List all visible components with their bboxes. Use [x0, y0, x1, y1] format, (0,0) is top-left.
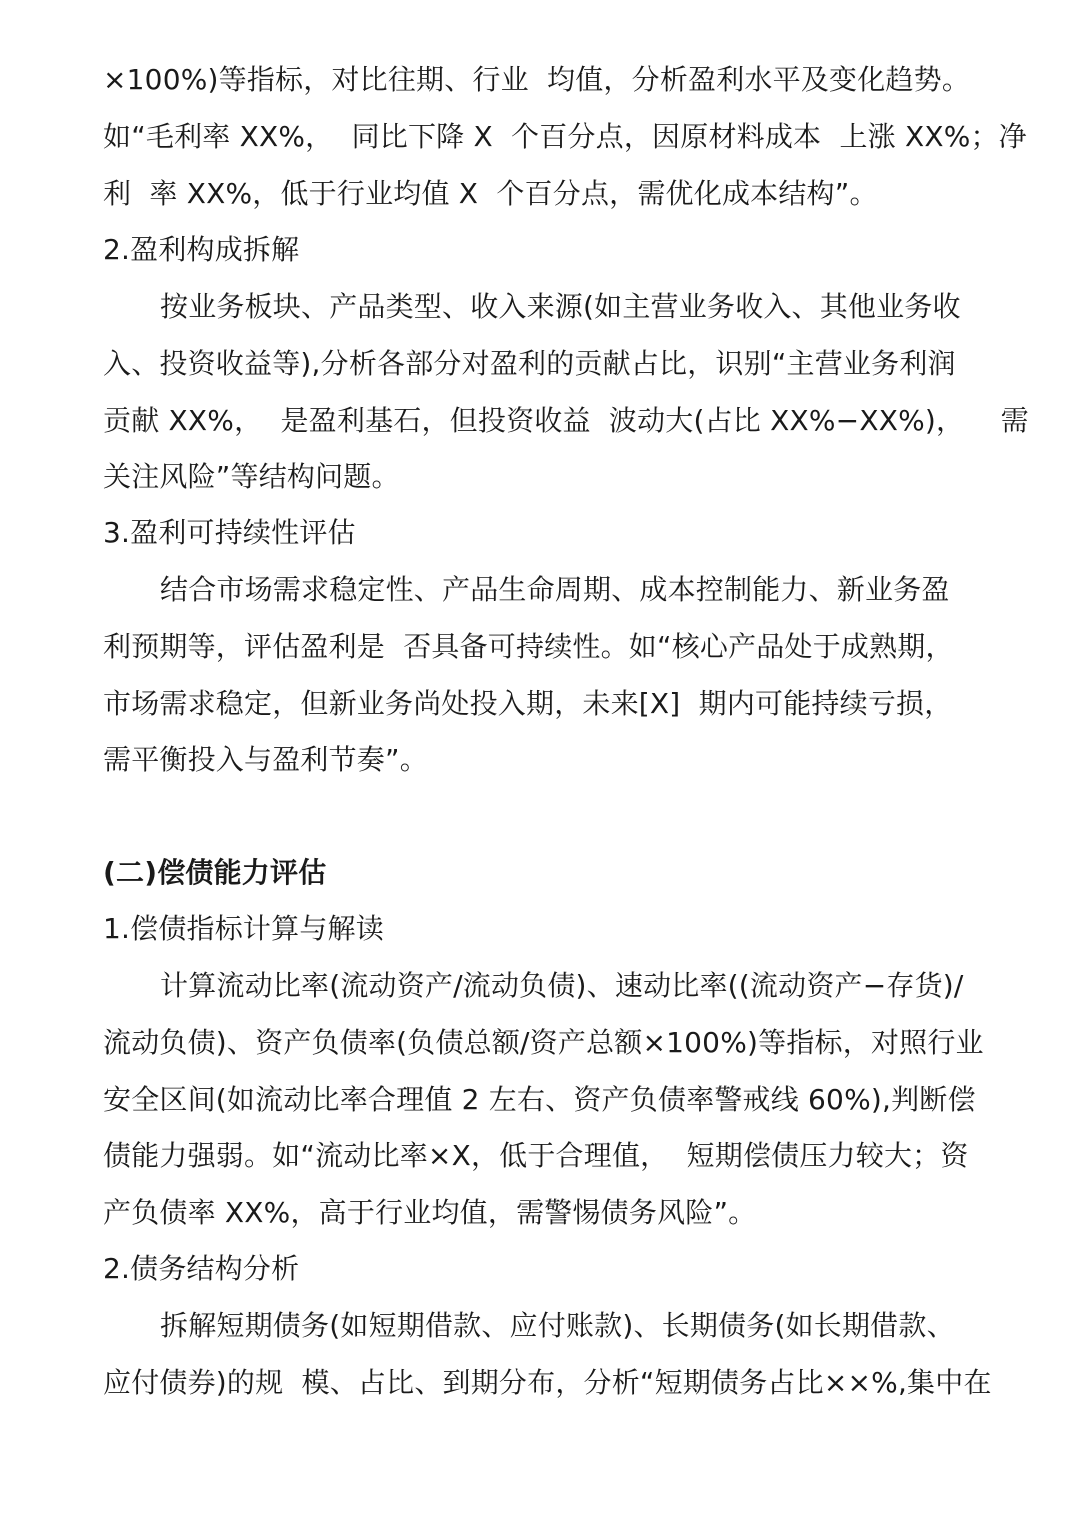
- subsection-heading: 2.盈利构成拆解: [103, 233, 300, 266]
- paragraph-line: 拆解短期债务(如短期借款、应付账款)、长期债务(如长期借款、: [160, 1309, 955, 1342]
- section-heading: (二)偿债能力评估: [103, 856, 327, 889]
- paragraph-line: 计算流动比率(流动资产/流动负债)、速动比率((流动资产−存货)/: [160, 969, 964, 1002]
- subsection-heading: 3.盈利可持续性评估: [103, 516, 356, 549]
- paragraph-line: 债能力强弱。如“流动比率×X，低于合理值， 短期偿债压力较大；资: [103, 1139, 969, 1172]
- subsection-heading: 1.偿债指标计算与解读: [103, 912, 384, 945]
- subsection-heading: 2.债务结构分析: [103, 1252, 300, 1285]
- paragraph-line: 贡献 XX%， 是盈利基石，但投资收益 波动大(占比 XX%−XX%)， 需: [103, 404, 1029, 437]
- paragraph-line: 安全区间(如流动比率合理值 2 左右、资产负债率警戒线 60%),判断偿: [103, 1083, 976, 1116]
- paragraph-line: 结合市场需求稳定性、产品生命周期、成本控制能力、新业务盈: [160, 573, 950, 606]
- paragraph-line: 市场需求稳定，但新业务尚处投入期，未来[X] 期内可能持续亏损，: [103, 687, 953, 720]
- paragraph-line: 流动负债)、资产负债率(负债总额/资产总额×100%)等指标，对照行业: [103, 1026, 984, 1059]
- paragraph-line: 需平衡投入与盈利节奏”。: [103, 743, 428, 776]
- paragraph-line: 利预期等，评估盈利是 否具备可持续性。如“核心产品处于成熟期，: [103, 630, 954, 663]
- paragraph-line: 产负债率 XX%，高于行业均值，需警惕债务风险”。: [103, 1196, 757, 1229]
- paragraph-line: 应付债券)的规 模、占比、到期分布，分析“短期债务占比××%,集中在: [103, 1366, 992, 1399]
- paragraph-line: 入、投资收益等),分析各部分对盈利的贡献占比，识别“主营业务利润: [103, 347, 956, 380]
- paragraph-line: 如“毛利率 XX%， 同比下降 X 个百分点，因原材料成本 上涨 XX%；净: [103, 120, 1027, 153]
- paragraph-line: ×100%)等指标，对比往期、行业 均值，分析盈利水平及变化趋势。: [103, 63, 971, 96]
- paragraph-line: 利 率 XX%，低于行业均值 X 个百分点，需优化成本结构”。: [103, 177, 878, 210]
- paragraph-line: 按业务板块、产品类型、收入来源(如主营业务收入、其他业务收: [160, 290, 961, 323]
- paragraph-line: 关注风险”等结构问题。: [103, 460, 400, 493]
